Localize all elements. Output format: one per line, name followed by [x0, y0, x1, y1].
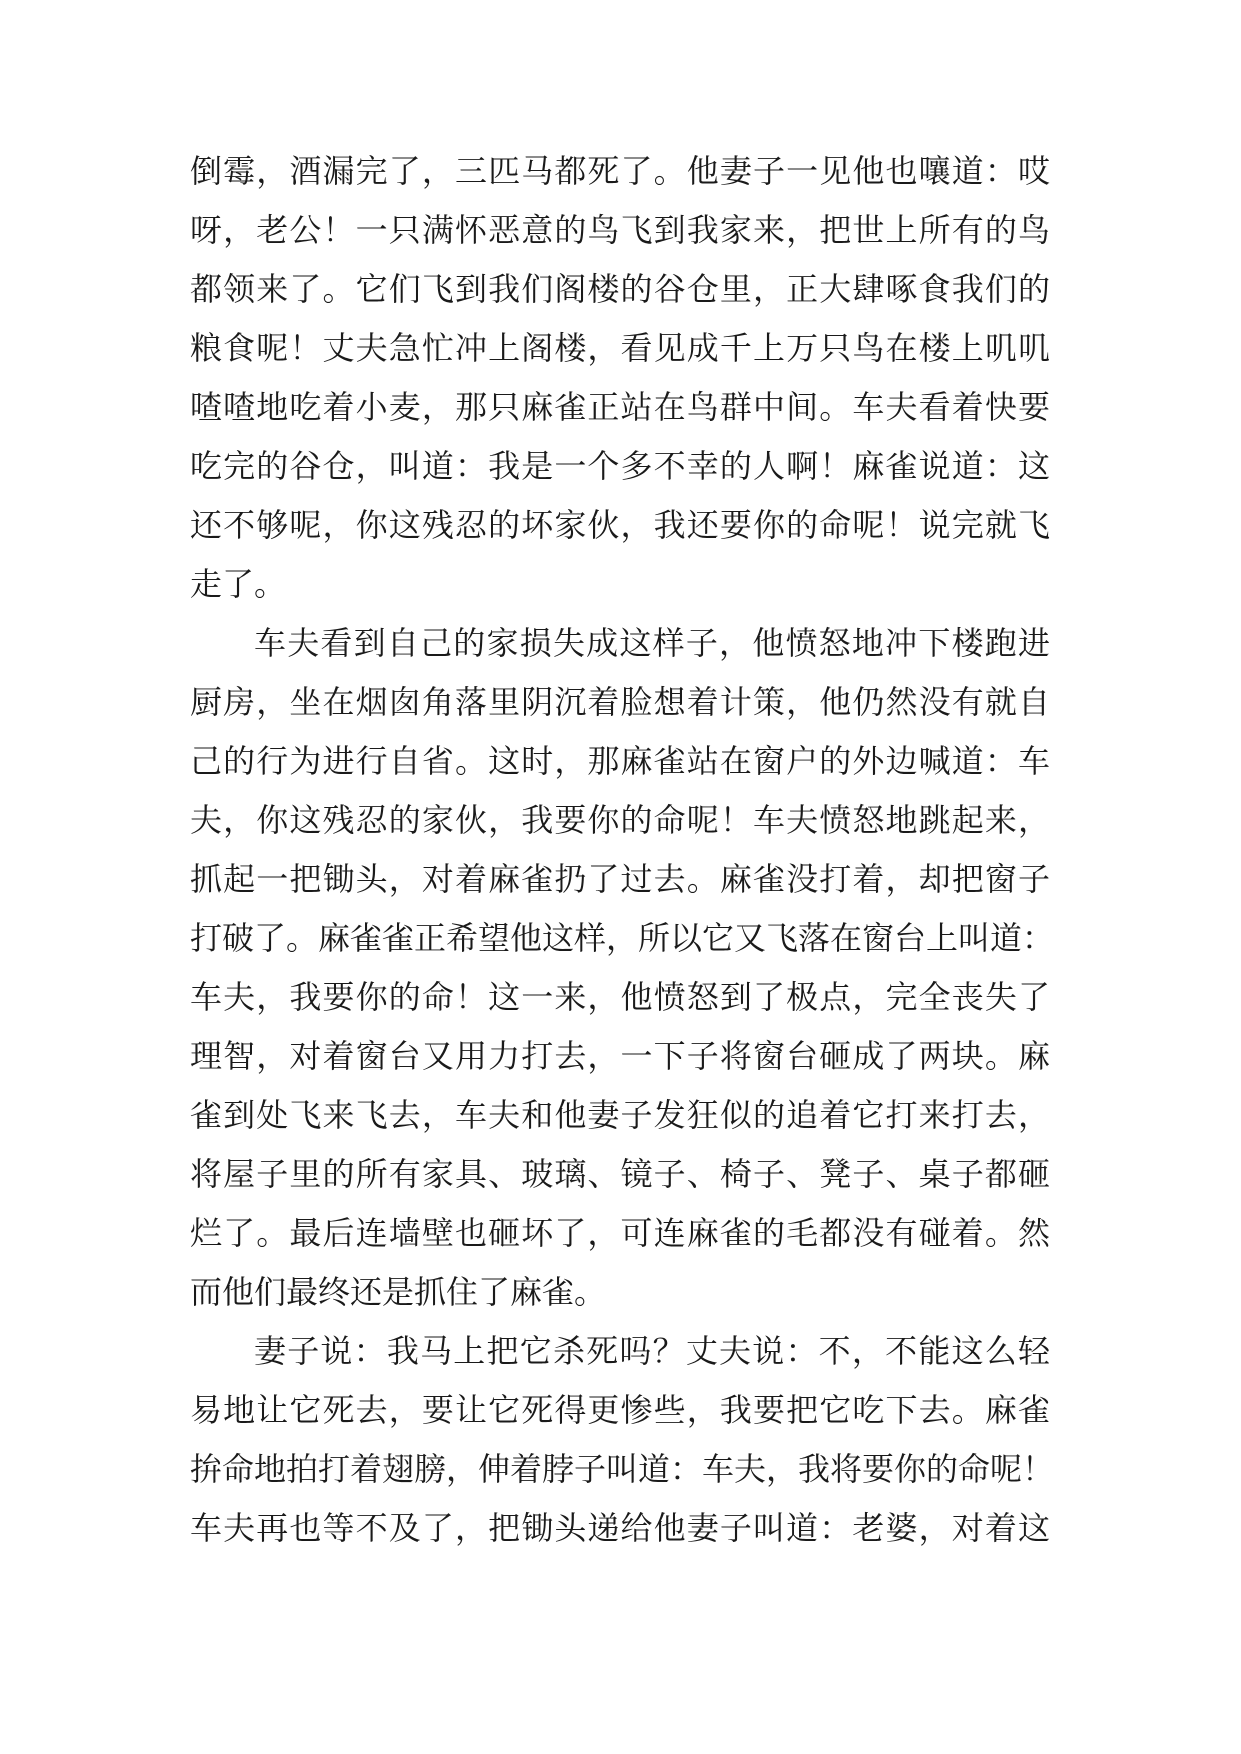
text-line: 烂了。最后连墙壁也砸坏了，可连麻雀的毛都没有碰着。然 — [190, 1214, 1050, 1252]
text-line: 吃完的谷仓，叫道：我是一个多不幸的人啊！麻雀说道：这 — [190, 447, 1050, 485]
text-line: 将屋子里的所有家具、玻璃、镜子、椅子、凳子、桌子都砸 — [190, 1155, 1050, 1193]
text-line: 而他们最终还是抓住了麻雀。 — [190, 1273, 607, 1311]
text-line: 粮食呢！丈夫急忙冲上阁楼，看见成千上万只鸟在楼上叽叽 — [190, 329, 1050, 367]
text-line: 拚命地拍打着翅膀，伸着脖子叫道：车夫，我将要你的命呢！ — [190, 1450, 1055, 1488]
text-line: 喳喳地吃着小麦，那只麻雀正站在鸟群中间。车夫看着快要 — [190, 388, 1050, 426]
text-line: 走了。 — [190, 565, 287, 603]
text-line: 妻子说：我马上把它杀死吗？丈夫说：不，不能这么轻 — [254, 1332, 1050, 1370]
text-line: 呀，老公！一只满怀恶意的鸟飞到我家来，把世上所有的鸟 — [190, 211, 1050, 249]
text-line: 厨房，坐在烟囱角落里阴沉着脸想着计策，他仍然没有就自 — [190, 683, 1050, 721]
text-line: 抓起一把锄头，对着麻雀扔了过去。麻雀没打着，却把窗子 — [190, 860, 1050, 898]
text-line: 夫，你这残忍的家伙，我要你的命呢！车夫愤怒地跳起来， — [190, 801, 1050, 839]
text-line: 倒霉，酒漏完了，三匹马都死了。他妻子一见他也嚷道：哎 — [190, 152, 1050, 190]
text-line: 车夫再也等不及了，把锄头递给他妻子叫道：老婆，对着这 — [190, 1509, 1050, 1547]
text-line: 都领来了。它们飞到我们阁楼的谷仓里，正大肆啄食我们的 — [190, 270, 1050, 308]
paragraph — [190, 1322, 1055, 1558]
text-line: 打破了。麻雀雀正希望他这样，所以它又飞落在窗台上叫道： — [190, 919, 1055, 957]
text-line: 还不够呢，你这残忍的坏家伙，我还要你的命呢！说完就飞 — [190, 506, 1050, 544]
text-line: 理智，对着窗台又用力打去，一下子将窗台砸成了两块。麻 — [190, 1037, 1050, 1075]
text-line: 己的行为进行自省。这时，那麻雀站在窗户的外边喊道：车 — [190, 742, 1050, 780]
paragraph — [190, 142, 1050, 614]
text-line: 车夫看到自己的家损失成这样子，他愤怒地冲下楼跑进 — [254, 624, 1050, 662]
text-line: 雀到处飞来飞去，车夫和他妻子发狂似的追着它打来打去， — [190, 1096, 1050, 1134]
body-text — [190, 142, 1055, 1558]
text-line: 车夫，我要你的命！这一来，他愤怒到了极点，完全丧失了 — [190, 978, 1050, 1016]
text-line: 易地让它死去，要让它死得更惨些，我要把它吃下去。麻雀 — [190, 1391, 1050, 1429]
paragraph — [190, 614, 1055, 1322]
